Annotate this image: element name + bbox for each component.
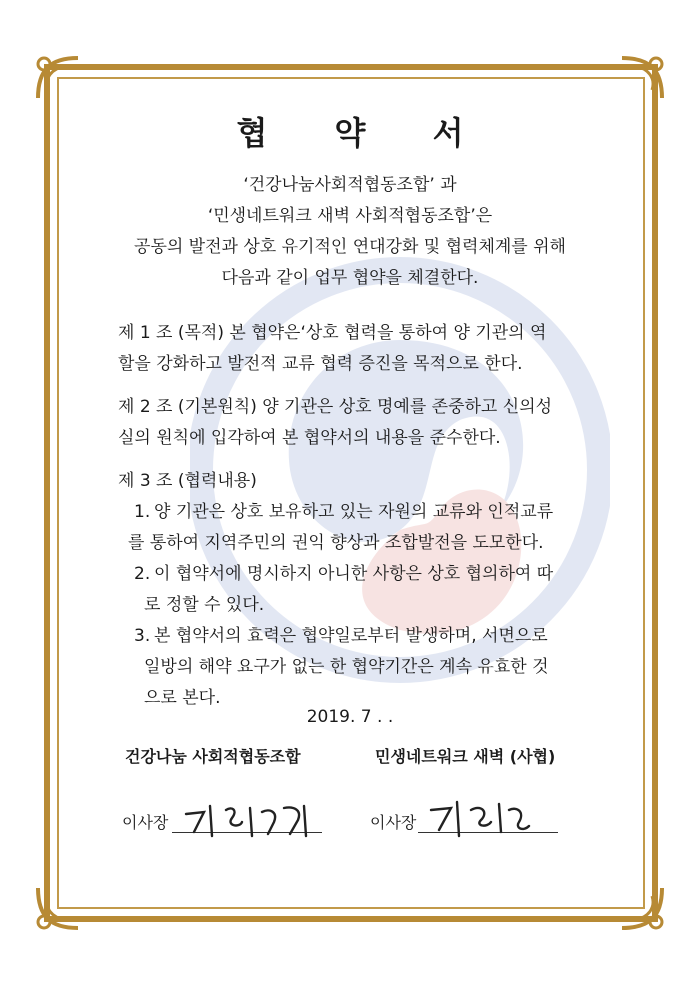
party-name-left: 건강나눔 사회적협동조합 xyxy=(125,747,301,766)
article-3-item-cont: 를 통하여 지역주민의 권익 향상과 조합발전을 도모한다. xyxy=(128,533,544,553)
article-2-line: 제 2 조 (기본원칙) 양 기관은 상호 명예를 존중하고 신의성 xyxy=(118,397,552,417)
corner-ornament-icon xyxy=(614,880,670,936)
item-text: 본 협약서의 효력은 협약일로부터 발생하며, 서면으로 xyxy=(154,626,548,646)
article-3-item xyxy=(118,621,588,652)
item-text: 양 기관은 상호 보유하고 있는 자원의 교류와 인적교류 xyxy=(154,502,554,522)
article-2-line: 실의 원칙에 입각하여 본 협약서의 내용을 준수한다. xyxy=(118,428,501,448)
intro-line: 공동의 발전과 상호 유기적인 연대강화 및 협력체계를 위해 xyxy=(134,237,566,257)
article-3-heading: 제 3 조 (협력내용) xyxy=(118,471,257,491)
article-1-line: 제 1 조 (목적) 본 협약은‘상호 협력을 통하여 양 기관의 역 xyxy=(118,323,547,343)
handwritten-signature-left xyxy=(180,800,320,840)
article-3-item-cont: 으로 본다. xyxy=(144,688,221,708)
party-name-right: 민생네트워크 새벽 (사협) xyxy=(375,747,556,766)
item-number: 2. xyxy=(134,564,151,584)
corner-ornament-icon xyxy=(614,50,670,106)
article-2 xyxy=(118,392,588,454)
item-number: 3. xyxy=(134,626,151,646)
corner-ornament-icon xyxy=(30,50,86,106)
article-3-item xyxy=(118,497,588,528)
intro-line: ‘건강나눔사회적협동조합’ 과 xyxy=(243,175,457,195)
article-3-item xyxy=(118,559,588,590)
article-3-item-cont: 로 정할 수 있다. xyxy=(144,595,265,615)
intro-line: 다음과 같이 업무 협약을 체결한다. xyxy=(221,268,479,288)
handwritten-signature-right xyxy=(425,798,535,838)
item-text: 이 협약서에 명시하지 아니한 사항은 상호 협의하여 따 xyxy=(154,564,554,584)
document-title: 협 약 서 xyxy=(236,114,492,152)
signer-label-right: 이사장 xyxy=(370,813,417,832)
article-1 xyxy=(118,318,588,380)
articles-section xyxy=(118,318,588,714)
item-number: 1. xyxy=(134,502,151,522)
article-1-line: 할을 강화하고 발전적 교류 협력 증진을 목적으로 한다. xyxy=(118,354,523,374)
agreement-date: 2019. 7 . . xyxy=(306,707,394,727)
intro-paragraph xyxy=(0,170,700,294)
signer-label-left: 이사장 xyxy=(122,813,169,832)
corner-ornament-icon xyxy=(30,880,86,936)
article-3-item-cont: 일방의 해약 요구가 없는 한 협약기간은 계속 유효한 것 xyxy=(144,657,549,677)
intro-line: ‘민생네트워크 새벽 사회적협동조합’은 xyxy=(207,206,493,226)
